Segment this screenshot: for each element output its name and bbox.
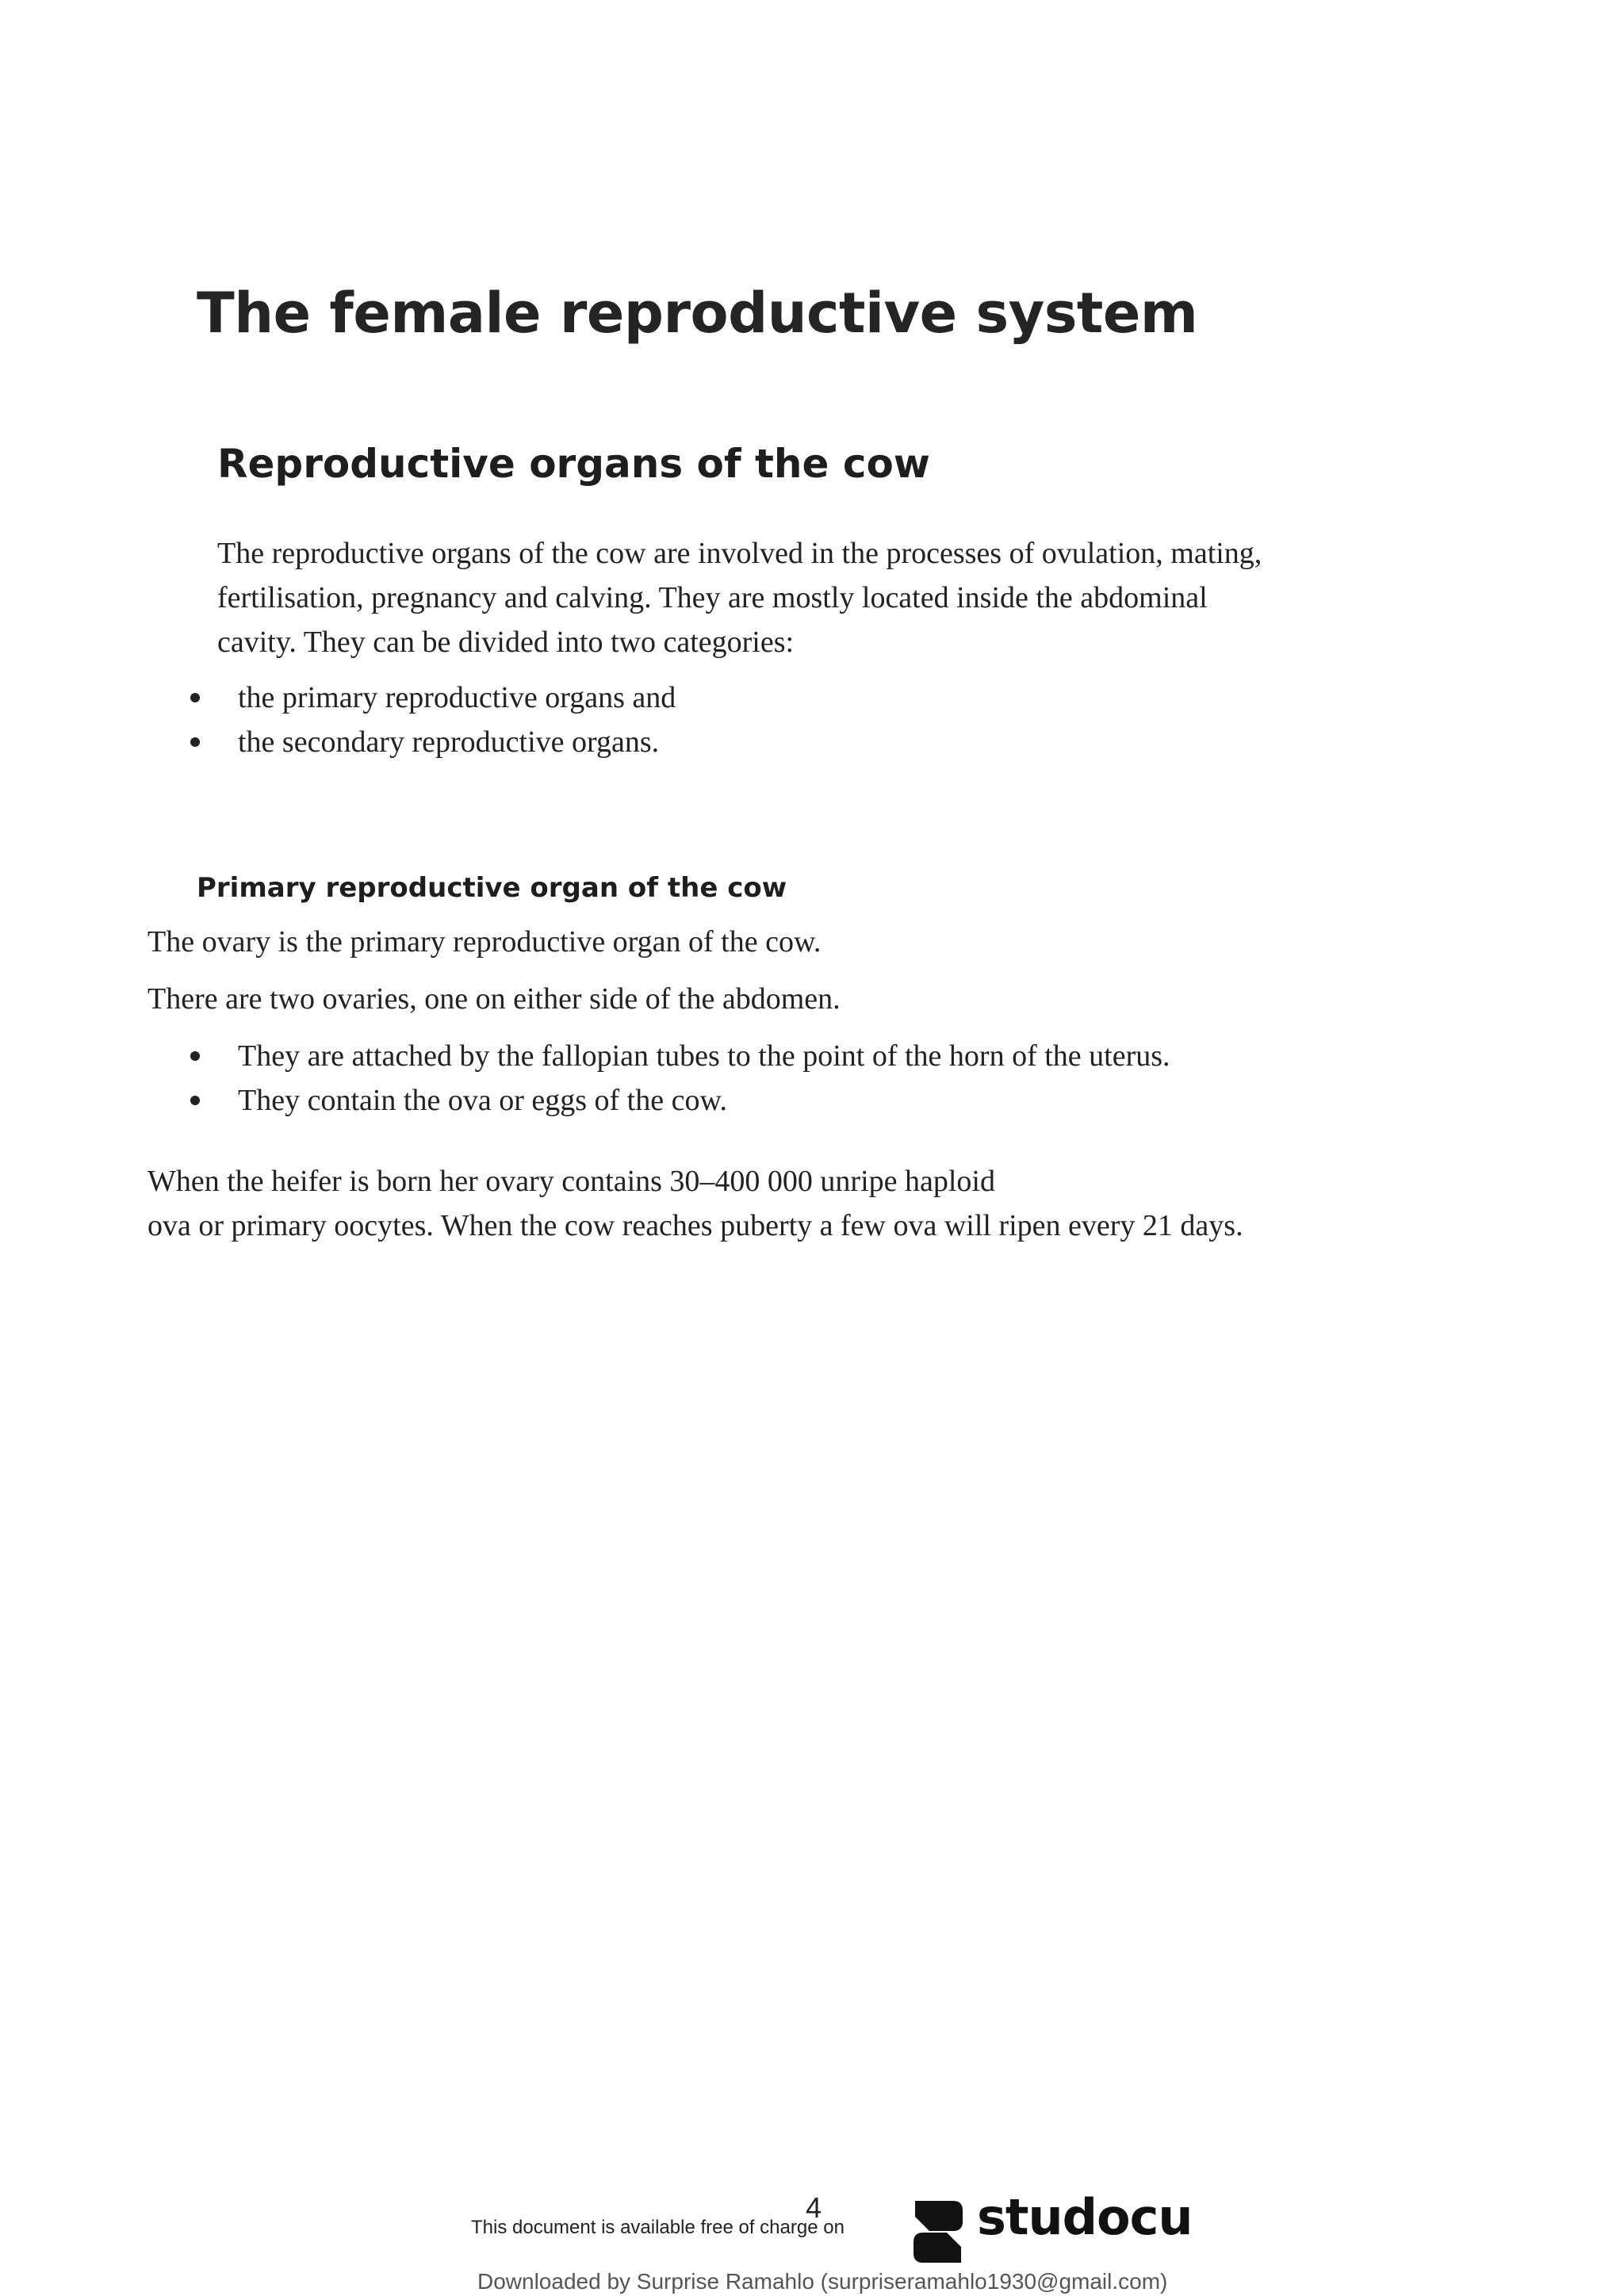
closing-line: When the heifer is born her ovary contains 30–400 000 unripe haploid <box>147 1165 995 1198</box>
bullet-dot <box>190 693 200 702</box>
list-item: They are attached by the fallopian tubes to the point of the horn of the uterus. <box>238 1039 1170 1073</box>
intro-line: cavity. They can be divided into two categories: <box>217 626 795 659</box>
bullet-dot <box>190 1096 200 1105</box>
intro-line: fertilisation, pregnancy and calving. They are mostly located inside the abdominal <box>217 581 1208 614</box>
closing-line: ova or primary oocytes. When the cow reaches puberty a few ova will ripen every 21 days. <box>147 1209 1243 1242</box>
page-number: 4 <box>806 2191 822 2224</box>
bullet-dot <box>190 1051 200 1061</box>
bullet-dot <box>190 737 200 747</box>
list-item: the secondary reproductive organs. <box>238 725 660 759</box>
ovaries-count-statement: There are two ovaries, one on either side of the abdomen. <box>147 982 841 1016</box>
page-title: The female reproductive system <box>197 281 1198 346</box>
ovary-statement: The ovary is the primary reproductive organ of the cow. <box>147 925 822 959</box>
list-item: the primary reproductive organs and <box>238 681 676 714</box>
intro-line: The reproductive organs of the cow are involved in the processes of ovulation, mating, <box>217 537 1262 570</box>
section-heading: Reproductive organs of the cow <box>217 441 930 487</box>
downloaded-by-text: Downloaded by Surprise Ramahlo (surpriseramahlo1930@gmail.com) <box>477 2269 1168 2294</box>
availability-text: This document is available free of charge on <box>471 2217 845 2238</box>
list-item: They contain the ova or eggs of the cow. <box>238 1084 727 1117</box>
studocu-brand[interactable]: studocu <box>977 2188 1193 2246</box>
studocu-logo-icon[interactable] <box>904 2198 972 2266</box>
subsection-heading: Primary reproductive organ of the cow <box>197 872 787 904</box>
